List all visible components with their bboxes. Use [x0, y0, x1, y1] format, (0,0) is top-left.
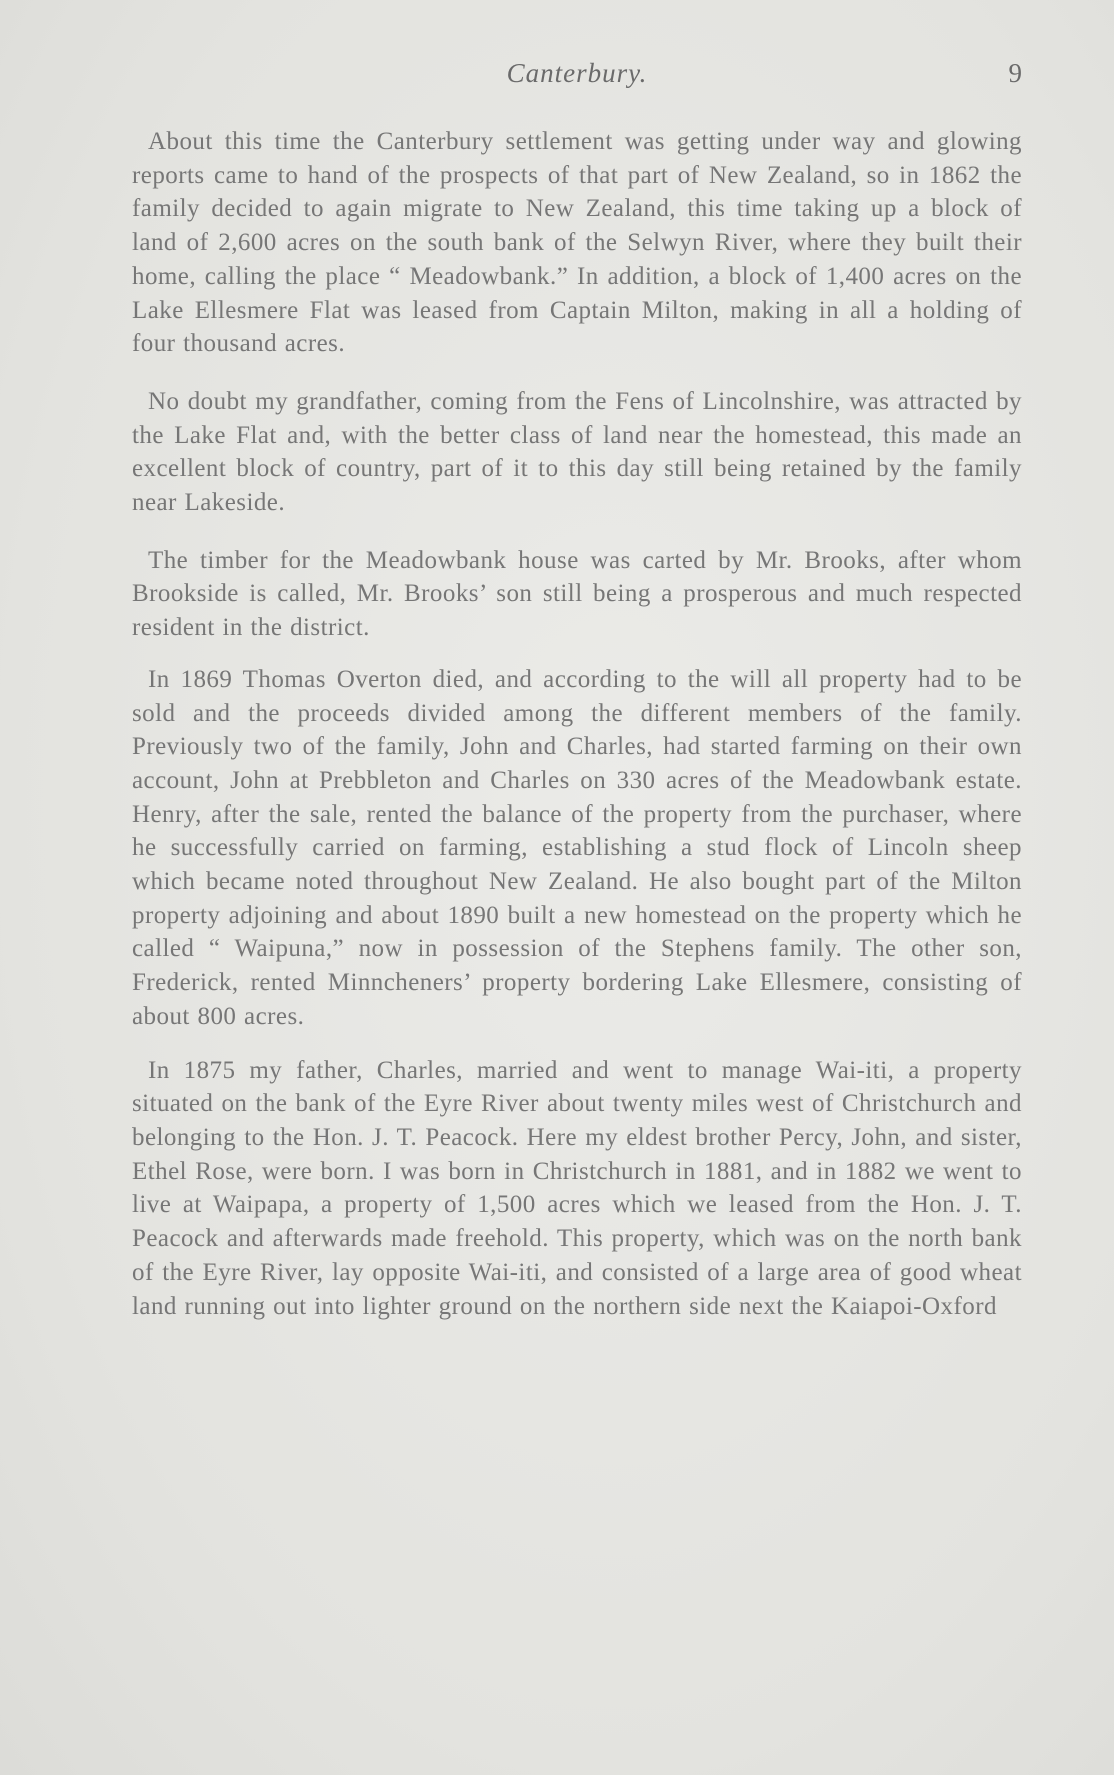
paragraph: The timber for the Meadowbank house was carted by Mr. Brooks, after whom Brookside is called, Mr. Brooks’ son still being a prosperous and much respected resident in the district.: [132, 546, 1022, 642]
body-text: [132, 125, 1022, 1323]
page-header: [132, 58, 1022, 98]
page-number: 9: [1008, 58, 1022, 88]
paragraph: No doubt my grandfather, coming from the Fens of Lincolnshire, was attracted by the Lake Flat and, with the better class of land near the homestead, this made an excellent block of country, part of it to this day still being retained by the family near Lakeside.: [132, 387, 1022, 517]
paragraph: In 1869 Thomas Overton died, and according to the will all property had to be sold and the proceeds divided among the different members of the family. Previously two of the family, John and Charles, had started farming on their own account, John at Prebbleton and Charles on 330 acres of the Meadowbank estate. Henry, after the sale, rented the balance of the property from the purchaser, where he successfully carried on farming, establishing a stud flock of Lincoln sheep which became noted throughout New Zealand. He also bought part of the Milton property adjoining and about 1890 built a new homestead on the property which he called “ Waipuna,” now in possession of the Stephens family. The other son, Frederick, rented Minncheners’ property bordering Lake Ellesmere, consisting of about 800 acres.: [132, 665, 1022, 1030]
paragraph: In 1875 my father, Charles, married and went to manage Wai-iti, a property situated on the bank of the Eyre River about twenty miles west of Christchurch and belonging to the Hon. J. T. Peacock. Here my eldest brother Percy, John, and sister, Ethel Rose, were born. I was born in Christchurch in 1881, and in 1882 we went to live at Waipapa, a property of 1,500 acres which we leased from the Hon. J. T. Peacock and afterwards made freehold. This property, which was on the north bank of the Eyre River, lay opposite Wai-iti, and consisted of a large area of good wheat land running out into lighter ground on the northern side next the Kaiapoi-Oxford: [132, 1056, 1022, 1320]
running-title: Canterbury.: [506, 58, 648, 88]
paragraph: About this time the Canterbury settlement was getting under way and glowing reports came to hand of the prospects of that part of New Zealand, so in 1862 the family decided to again migrate to New Zealand, this time taking up a block of land of 2,600 acres on the south bank of the Selwyn River, where they built their home, calling the place “ Meadowbank.” In addition, a block of 1,400 acres on the Lake Ellesmere Flat was leased from Captain Milton, making in all a holding of four thousand acres.: [132, 128, 1022, 358]
